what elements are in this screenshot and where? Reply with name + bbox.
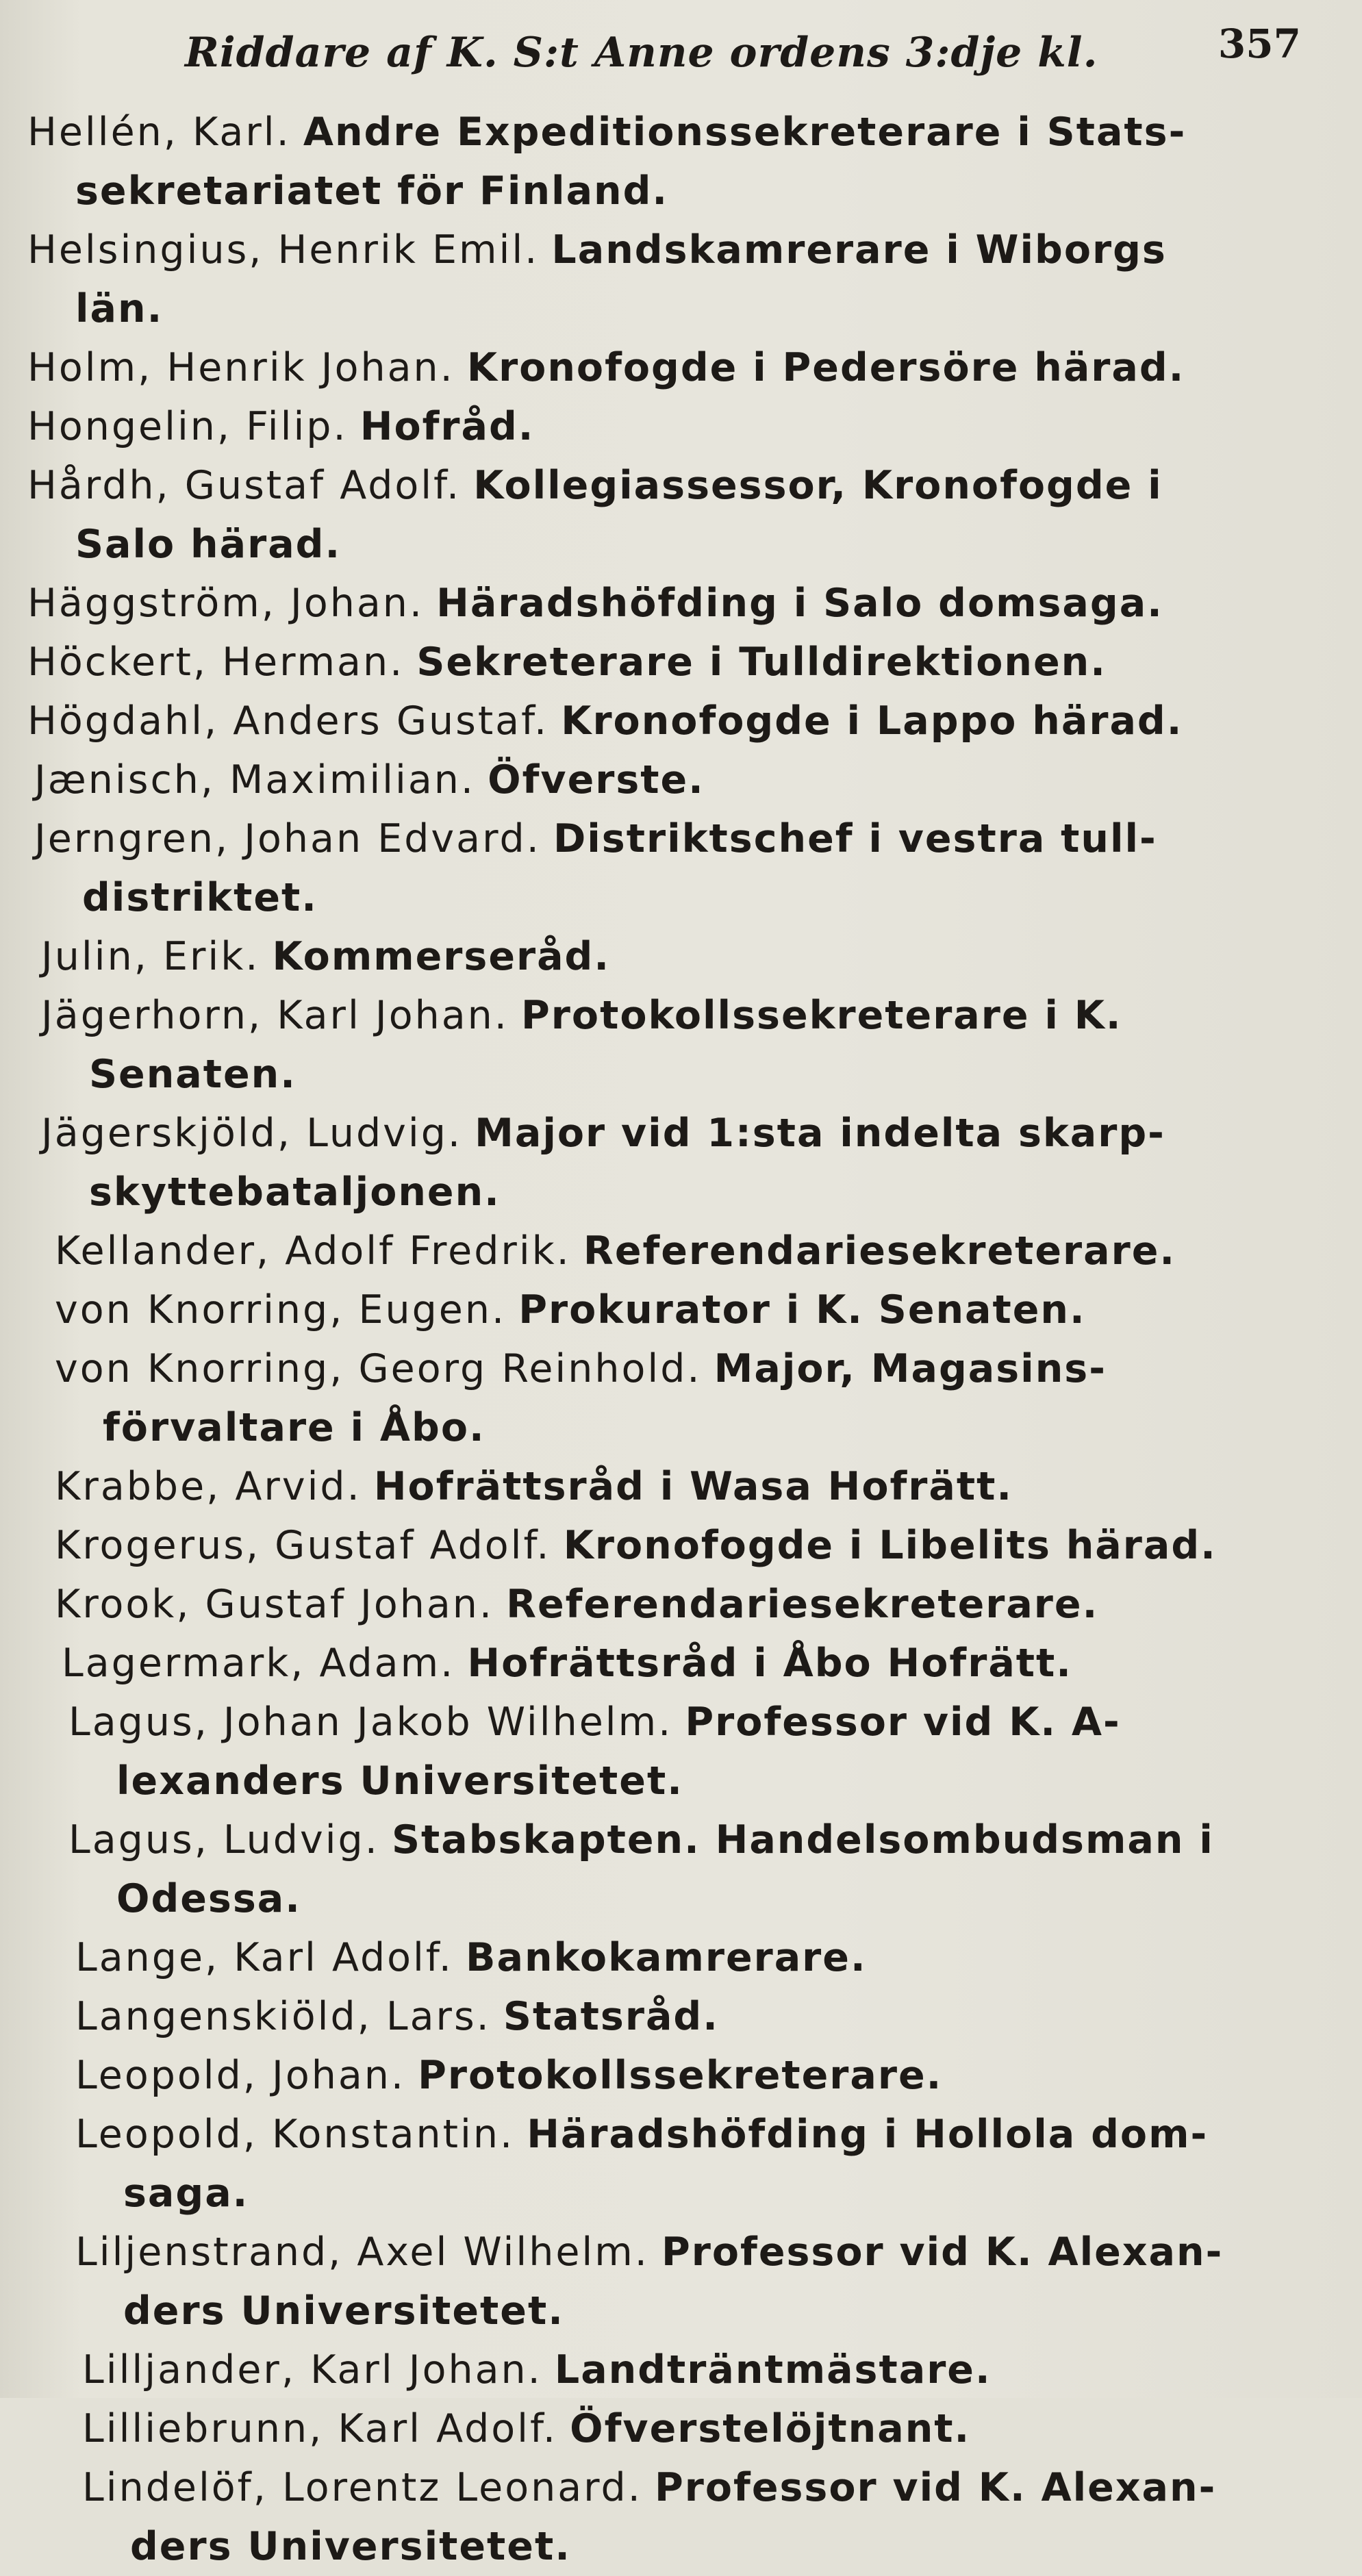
entry-title: Major vid 1:sta indelta skarp-	[475, 1111, 1165, 1156]
entry-name: Krook, Gustaf Johan.	[55, 1582, 494, 1627]
entry-name: Hellén, Karl.	[27, 110, 291, 155]
entry-title: Häradshöfding i Hollola dom-	[527, 2112, 1209, 2157]
entry-name: Liljenstrand, Axel Wilhelm.	[75, 2230, 649, 2275]
entry-continuation: ders Universitetet.	[123, 2288, 564, 2334]
entry-name: Leopold, Johan.	[75, 2053, 405, 2098]
register-entry	[34, 809, 1335, 927]
register-entry	[75, 2046, 1362, 2105]
entry-title: Stabskapten. Handelsombudsman i	[391, 1817, 1214, 1862]
entry-main-line	[82, 2399, 1362, 2458]
entry-name: Lilliebrunn, Karl Adolf.	[82, 2406, 558, 2451]
entry-continuation: skyttebataljonen.	[89, 1170, 501, 1215]
entry-continuation: förvaltare i Åbo.	[103, 1405, 485, 1450]
entry-name: Kellander, Adolf Fredrik.	[55, 1228, 571, 1274]
entry-continuation: distriktet.	[82, 875, 318, 920]
entry-title: Kommerseråd.	[272, 934, 611, 979]
entry-title: Professor vid K. A-	[685, 1700, 1121, 1745]
register-entry	[27, 633, 1328, 692]
entry-main-line	[55, 1457, 1356, 1516]
entry-name: Högdahl, Anders Gustaf.	[27, 698, 549, 744]
entry-main-line	[75, 1987, 1362, 2046]
entry-title: Professor vid K. Alexan-	[661, 2230, 1224, 2275]
entry-main-line	[34, 750, 1335, 809]
register-entry	[55, 1575, 1356, 1634]
entry-name: Lindelöf, Lorentz Leonard.	[82, 2465, 642, 2510]
entry-main-line	[27, 456, 1328, 515]
register-entry	[27, 692, 1328, 750]
entry-name: Lagus, Johan Jakob Wilhelm.	[68, 1700, 673, 1745]
register-entry	[75, 1987, 1362, 2046]
running-head: Riddare af K. S:t Anne ordens 3:dje kl.	[185, 29, 1098, 77]
entry-main-line	[34, 809, 1335, 868]
register-entry	[27, 338, 1328, 397]
entry-main-line	[41, 986, 1342, 1045]
entry-name: Helsingius, Henrik Emil.	[27, 227, 540, 273]
entry-continuation: län.	[75, 286, 164, 331]
entry-title: Landträntmästare.	[554, 2347, 992, 2392]
entry-title: Kollegiassessor, Kronofogde i	[473, 463, 1163, 508]
entry-name: Langenskiöld, Lars.	[75, 1994, 491, 2039]
entry-name: Jägerhorn, Karl Johan.	[41, 993, 509, 1038]
entry-main-line	[55, 1222, 1356, 1280]
entry-name: Lange, Karl Adolf.	[75, 1935, 453, 1980]
entry-title: Protokollssekreterare i K.	[521, 993, 1122, 1038]
entry-title: Öfverste.	[488, 757, 705, 803]
entry-main-line	[75, 2046, 1362, 2105]
entry-main-line	[55, 1575, 1356, 1634]
entry-title: Protokollssekreterare.	[418, 2053, 943, 2098]
register-entry	[75, 1928, 1362, 1987]
entry-name: Julin, Erik.	[41, 934, 260, 979]
register-entry	[82, 2399, 1362, 2458]
register-entry	[27, 220, 1328, 338]
register-entry	[75, 2223, 1362, 2340]
entry-list	[0, 103, 1362, 2576]
entry-main-line	[75, 1928, 1362, 1987]
register-entry	[82, 2340, 1362, 2399]
entry-name: Lagermark, Adam.	[62, 1641, 455, 1686]
entry-continuation: lexanders Universitetet.	[116, 1758, 683, 1804]
entry-main-line	[27, 220, 1328, 279]
entry-main-line	[27, 338, 1328, 397]
entry-continuation: Senaten.	[89, 1052, 297, 1097]
entry-main-line	[27, 692, 1328, 750]
entry-title: Hofrättsråd i Wasa Hofrätt.	[373, 1464, 1013, 1509]
register-entry	[34, 750, 1335, 809]
register-entry	[55, 1339, 1356, 1457]
entry-main-line	[27, 574, 1328, 633]
entry-title: Statsråd.	[503, 1994, 719, 2039]
entry-title: Referendariesekreterare.	[506, 1582, 1099, 1627]
entry-main-line	[27, 103, 1328, 162]
entry-name: Krabbe, Arvid.	[55, 1464, 362, 1509]
entry-main-line	[82, 2458, 1362, 2517]
entry-name: Häggström, Johan.	[27, 581, 425, 626]
register-entry	[75, 2105, 1362, 2223]
register-entry	[41, 986, 1342, 1104]
entry-main-line	[68, 1810, 1362, 1869]
entry-title: Prokurator i K. Senaten.	[518, 1287, 1086, 1333]
entry-title: Hofrättsråd i Åbo Hofrätt.	[467, 1641, 1072, 1686]
register-entry	[55, 1222, 1356, 1280]
entry-continuation: sekretariatet för Finland.	[75, 168, 669, 214]
entry-title: Kronofogde i Lappo härad.	[561, 698, 1183, 744]
entry-main-line	[55, 1339, 1356, 1398]
entry-title: Häradshöfding i Salo domsaga.	[436, 581, 1163, 626]
entry-name: Lagus, Ludvig.	[68, 1817, 379, 1862]
entry-title: Major, Magasins-	[714, 1346, 1107, 1391]
entry-name: Jænisch, Maximilian.	[34, 757, 476, 803]
register-entry	[55, 1516, 1356, 1575]
entry-title: Distriktschef i vestra tull-	[553, 816, 1157, 861]
page-header	[185, 21, 1301, 89]
register-entry	[82, 2458, 1362, 2576]
entry-title: Hofråd.	[360, 404, 535, 449]
entry-name: Lilljander, Karl Johan.	[82, 2347, 542, 2392]
register-entry	[27, 397, 1328, 456]
entry-main-line	[55, 1516, 1356, 1575]
entry-main-line	[41, 927, 1342, 986]
entry-name: Krogerus, Gustaf Adolf.	[55, 1523, 551, 1568]
entry-main-line	[75, 2105, 1362, 2164]
entry-main-line	[41, 1104, 1342, 1163]
entry-main-line	[55, 1280, 1356, 1339]
entry-title: Professor vid K. Alexan-	[654, 2465, 1217, 2510]
register-entry	[27, 456, 1328, 574]
register-entry	[41, 1104, 1342, 1222]
entry-title: Kronofogde i Libelits härad.	[563, 1523, 1217, 1568]
entry-name: Höckert, Herman.	[27, 640, 405, 685]
entry-name: Hongelin, Filip.	[27, 404, 348, 449]
entry-main-line	[62, 1634, 1362, 1693]
entry-main-line	[27, 633, 1328, 692]
register-entry	[55, 1280, 1356, 1339]
entry-title: Sekreterare i Tulldirektionen.	[416, 640, 1107, 685]
register-entry	[68, 1810, 1362, 1928]
entry-title: Landskamrerare i Wiborgs	[551, 227, 1167, 273]
entry-name: Hårdh, Gustaf Adolf.	[27, 463, 462, 508]
register-entry	[27, 574, 1328, 633]
entry-main-line	[82, 2340, 1362, 2399]
entry-title: Kronofogde i Pedersöre härad.	[466, 345, 1185, 390]
entry-title: Andre Expeditionssekreterare i Stats-	[303, 110, 1187, 155]
register-entry	[27, 103, 1328, 220]
entry-main-line	[75, 2223, 1362, 2282]
register-entry	[62, 1634, 1362, 1693]
register-entry	[41, 927, 1342, 986]
entry-name: Leopold, Konstantin.	[75, 2112, 515, 2157]
entry-title: Referendariesekreterare.	[583, 1228, 1176, 1274]
register-entry	[68, 1693, 1362, 1810]
entry-continuation: saga.	[123, 2171, 249, 2216]
entry-name: Jägerskjöld, Ludvig.	[41, 1111, 463, 1156]
entry-name: von Knorring, Eugen.	[55, 1287, 507, 1333]
entry-continuation: Salo härad.	[75, 522, 342, 567]
page-number: 357	[1218, 21, 1301, 67]
register-entry	[55, 1457, 1356, 1516]
entry-continuation: Odessa.	[116, 1876, 301, 1921]
entry-continuation: ders Universitetet.	[130, 2524, 571, 2569]
entry-title: Bankokamrerare.	[466, 1935, 867, 1980]
entry-title: Öfverstelöjtnant.	[570, 2406, 971, 2451]
entry-name: Jerngren, Johan Edvard.	[34, 816, 541, 861]
entry-name: von Knorring, Georg Reinhold.	[55, 1346, 702, 1391]
entry-name: Holm, Henrik Johan.	[27, 345, 455, 390]
entry-main-line	[68, 1693, 1362, 1752]
entry-main-line	[27, 397, 1328, 456]
